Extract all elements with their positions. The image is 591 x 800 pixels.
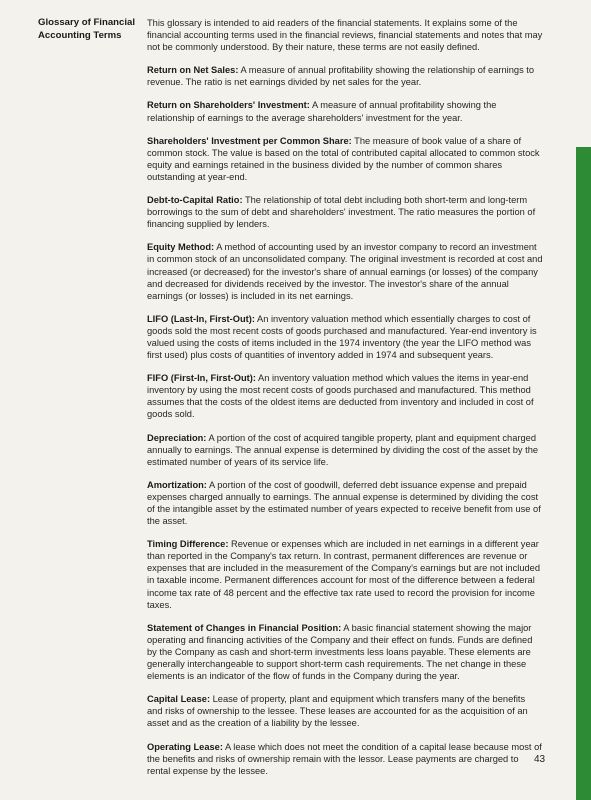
entry-term: Depreciation: xyxy=(147,432,207,443)
glossary-entry xyxy=(147,538,543,611)
entry-definition: A measure of annual profitability showing the relationship of earnings to the average shareholders' investment for the year. xyxy=(147,100,497,123)
entry-definition: A basic financial statement showing the major operating and financing activities of the Company and their effect on funds. Funds are defined by the Company as cash and short-term investments less loans payable. These elements are generally interchangeable to support short-term cash requirements. The net change in these elements is an indicator of the flow of funds in the Company during the year. xyxy=(147,622,533,682)
entry-definition: A measure of annual profitability showing the relationship of earnings to revenue. The ratio is net earnings divided by net sales for the year. xyxy=(147,65,535,88)
page-number: 43 xyxy=(534,754,546,765)
entry-term: Debt-to-Capital Ratio: xyxy=(147,195,243,206)
entry-term: Statement of Changes in Financial Position: xyxy=(147,622,342,633)
entry-term: Shareholders' Investment per Common Share: xyxy=(147,135,352,146)
entry-term: Timing Difference: xyxy=(147,539,229,550)
entry-definition: A lease which does not meet the condition of a capital lease because most of the benefits and risks of ownership remain with the lessor. Lease payments are charged to rental expense by the lessee. xyxy=(147,741,542,776)
glossary-entry xyxy=(147,135,543,183)
entry-definition: A method of accounting used by an investor company to record an investment in common stock of an unconsolidated company. The original investment is recorded at cost and increased (or decreased) for the investor's share of annual earnings (or losses) of the company and decreased for dividends received by the investor. The investor's share of the annual earnings (or losses) is included in its net earnings. xyxy=(147,242,543,301)
entry-definition: Revenue or expenses which are included in net earnings in a different year than reported in the Company's tax return. In contrast, permanent differences are revenue or expenses that are included in the measurement of the Company's earnings but are not included in taxable income. Permanent differences account for most of the difference between a federal income tax rate of 48 percent and the effective tax rate used to record the provision for income taxes. xyxy=(147,539,541,610)
glossary-entry xyxy=(147,194,543,230)
entry-definition: A portion of the cost of acquired tangible property, plant and equipment charged annually to earnings. The annual expense is determined by dividing the cost of the asset by the estimated number of years of its service life. xyxy=(147,432,539,467)
glossary-body xyxy=(147,17,546,788)
glossary-entry xyxy=(147,64,543,88)
glossary-entry xyxy=(147,693,543,729)
entry-definition: An inventory valuation method which values the items in year-end inventory by using the most recent costs of goods purchased and manufactured. This method assumes that the costs of the oldest items are deducted from inventory and included in cost of goods sold. xyxy=(147,373,534,420)
entry-definition: The relationship of total debt including both short-term and long-term borrowings to the sum of debt and shareholders' investment. The ratio measures the portion of financing supplied by lenders. xyxy=(147,195,536,230)
glossary-entry xyxy=(147,313,543,361)
entry-definition: An inventory valuation method which essentially charges to cost of goods sold the most recent costs of goods purchased and manufactured. Year-end inventory is valued using the costs of items included in the 1974 inventory (the year the LIFO method was first used) plus costs of quantities of inventory added in 1974 and subsequent years. xyxy=(147,313,537,361)
intro-paragraph: This glossary is intended to aid readers of the financial statements. It explains some of the financial accounting terms used in the financial reviews, financial statements and notes that may not be commonly understood. By their nature, these terms are not easily defined. xyxy=(147,18,543,53)
glossary-entry xyxy=(147,241,543,301)
entry-definition: The measure of book value of a share of common stock. The value is based on the total of contributed capital allocated to common stock equity and earnings retained in the business divided by the number of common shares outstanding at year-end. xyxy=(147,135,540,182)
entry-definition: A portion of the cost of goodwill, deferred debt issuance expense and prepaid expenses charged annually to earnings. The annual expense is determined by dividing the cost of the intangible asset by the estimated number of years expected to receive benefit from use of the asset. xyxy=(147,479,541,527)
glossary-entry xyxy=(147,622,543,682)
entry-term: FIFO (First-In, First-Out): xyxy=(147,373,256,384)
entry-term: Capital Lease: xyxy=(147,694,211,705)
glossary-entry xyxy=(147,372,543,420)
entry-definition: Lease of property, plant and equipment which transfers many of the benefits and risks of ownership to the lessee. These leases are accounted for as the acquisition of an asset and as the creation of a liability by the lessee. xyxy=(147,694,528,729)
entry-term: Amortization: xyxy=(147,479,207,490)
section-edge-tab xyxy=(576,147,591,800)
glossary-entry xyxy=(147,741,546,777)
glossary-entry xyxy=(147,99,543,123)
entry-term: Operating Lease: xyxy=(147,741,223,752)
glossary-entry xyxy=(147,432,543,468)
entry-term: Equity Method: xyxy=(147,242,215,253)
glossary-entry xyxy=(147,479,543,527)
entry-term: Return on Net Sales: xyxy=(147,65,239,76)
sidebar-title: Glossary of Financial Accounting Terms xyxy=(38,17,136,41)
entry-term: LIFO (Last-In, First-Out): xyxy=(147,313,255,324)
entry-term: Return on Shareholders' Investment: xyxy=(147,100,310,111)
